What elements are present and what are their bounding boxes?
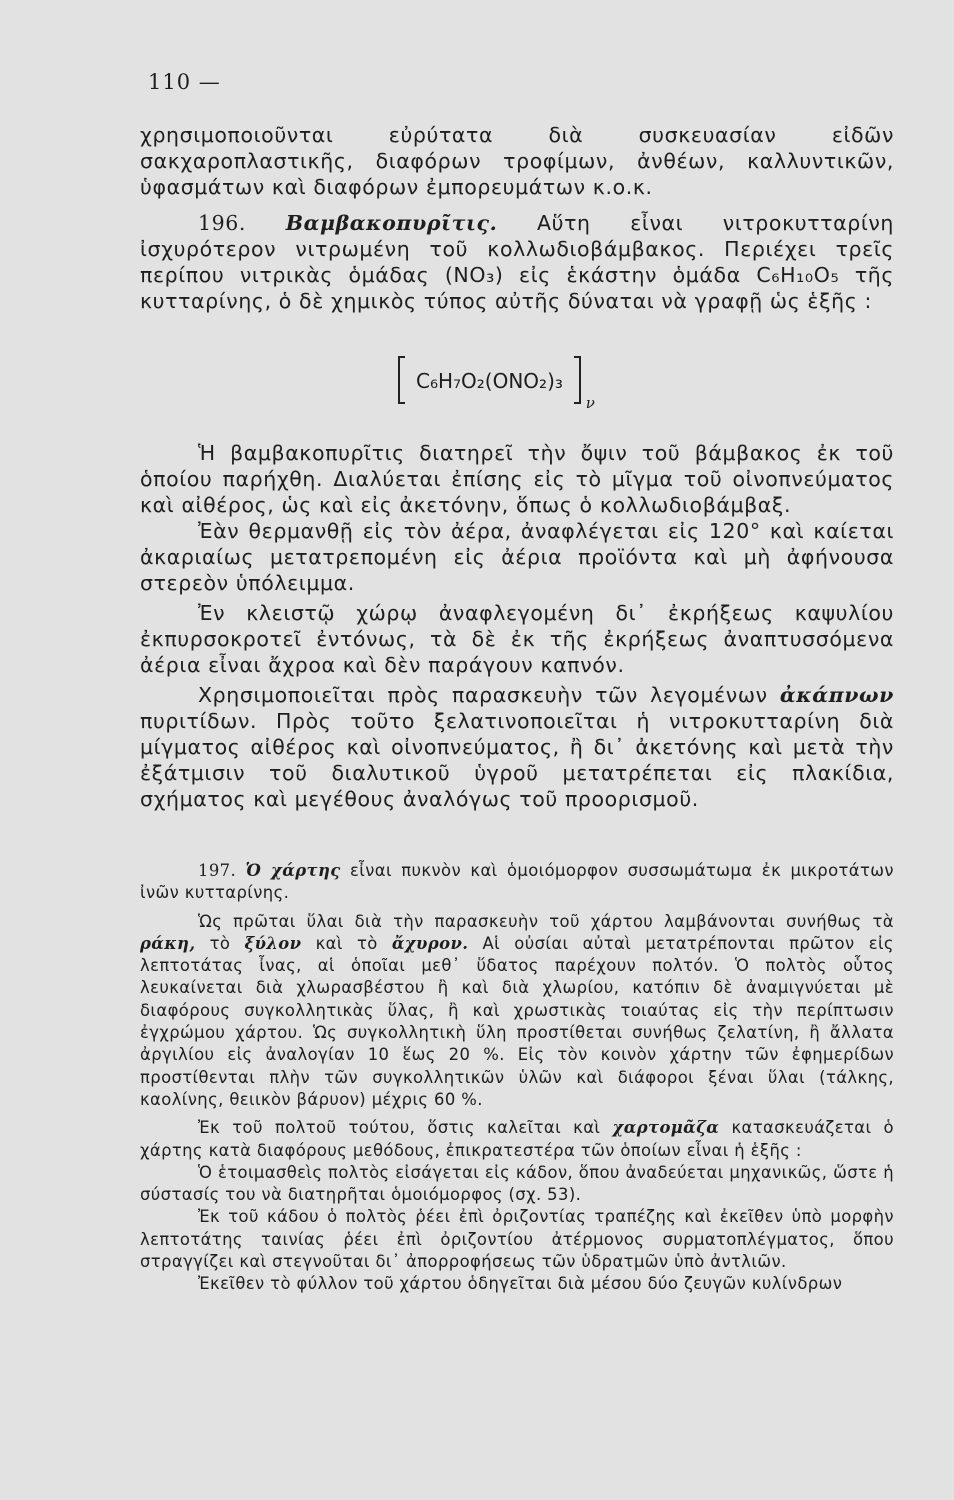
section-title: Βαμβακοπυρῖτις.: [285, 211, 498, 235]
paragraph: Ἐὰν θερμανθῇ εἰς τὸν ἀέρα, ἀναφλέγεται εἰς 120° καὶ καίεται ἀκαριαίως μετατρεπομένη εἰς ἀέρια προϊόντα καὶ μὴ ἀφήνουσα στερεὸν ὑπόλειμμα.: [140, 519, 894, 595]
top-paragraph: χρησιμοποιοῦνται εὐρύτατα διὰ συσκευασίαν εἰδῶν σακχαροπλαστικῆς, διαφόρων τροφίμων, ἀνθέων, καλλυντικῶν, ὑφασμάτων καὶ διαφόρων ἐμπορευμάτων κ.ο.κ.: [140, 123, 894, 199]
section-intro-text: Αὕτη εἶναι νιτροκυτταρίνη ἰσχυρότερον νιτρωμένη τοῦ κολλωδιοβάμβακος. Περιέχει τρεῖς περίπου νιτρικὰς ὁμάδας (NO₃) εἰς ἑκάστην ὁμάδα C₆H₁₀O₅ τῆς κυτταρίνης, ὁ δὲ χημικὸς τύπος αὐτῆς δύναται νὰ γραφῇ ὡς ἑξῆς :: [140, 211, 894, 313]
section-197: [140, 860, 894, 1296]
paragraph: Ἡ βαμβακοπυρῖτις διατηρεῖ τὴν ὄψιν τοῦ βάμβακος ἐκ τοῦ ὁποίου παρήχθη. Διαλύεται ἐπίσης εἰς τὸ μῖγμα τοῦ οἰνοπνεύματος καὶ αἰθέρος, ὡς καὶ εἰς ἀκετόνην, ὅπως ὁ κολλωδιοβάμβαξ.: [140, 441, 894, 517]
paragraph: Χρησιμοποιεῖται πρὸς παρασκευὴν τῶν λεγομένων ἀκάπνων πυριτίδων. Πρὸς τοῦτο ξελατινοποιεῖται ἡ νιτροκυτταρίνη διὰ μίγματος αἰθέρος καὶ οἰνοπνεύματος, ἢ δι᾿ ἀκετόνης καὶ μετὰ τὴν ἐξάτμισιν τοῦ διαλυτικοῦ ὑγροῦ μετατρέπεται εἰς πλακίδια, σχήματος καὶ μεγέθους ἀναλόγως τοῦ προορισμοῦ.: [140, 683, 894, 811]
chemical-formula: [398, 356, 595, 412]
page-number: 110 —: [148, 70, 221, 94]
paragraph: Ὡς πρῶται ὕλαι διὰ τὴν παρασκευὴν τοῦ χάρτου λαμβάνονται συνήθως τὰ ράκη, τὸ ξύλον καὶ τὸ ἄχυρον. Αἱ οὐσίαι αὐταὶ μετατρέπονται πρῶτον εἰς λεπτοτάτας ἶνας, αἱ ὁποῖαι μεθ᾿ ὕδατος παρέχουν πολτόν. Ὁ πολτὸς οὗτος λευκαίνεται διὰ χλωρασβέστου ἢ καὶ διὰ χλωρίου, κατόπιν δὲ ἀναμιγνύεται μὲ διαφόρους συγκολλητικὰς ὕλας, ἢ καὶ χρωστικὰς τοιαύτας εἰς τὴν περίπτωσιν ἐγχρώμου χάρτου. Ὡς συγκολλητικὴ ὕλη προστίθεται συνήθως ζελατίνη, ἢ ἄλλατα ἀργιλίου εἰς ἀναλογίαν 10 ἕως 20 %. Εἰς τὸν κοινὸν χάρτην τῶν ἐφημερίδων προστίθενται πλὴν τῶν συγκολλητικῶν ὑλῶν καὶ διάφοροι ξέναι ὕλαι (τάλκης, καολίνης, θειικὸν βάρυον) μέχρις 60 %.: [140, 911, 894, 1109]
paragraph: Ἐκ τοῦ κάδου ὁ πολτὸς ῥέει ἐπὶ ὀριζοντίας τραπέζης καὶ ἐκεῖθεν ὑπὸ μορφὴν λεπτοτάτης ταινίας ῥέει ἐπὶ ὀριζοντίου ἀτέρμονος συρματοπλέγματος, ὅπου στραγγίζει καὶ στεγνοῦται δι᾿ ἀπορροφήσεως τῶν ὑδρατμῶν ὑπὸ ἀντλιῶν.: [140, 1207, 894, 1272]
section-number: 197.: [198, 861, 237, 880]
formula-subscript: ν: [585, 394, 595, 412]
section-number: 196.: [198, 211, 247, 235]
paragraph: Ὁ ἑτοιμασθεὶς πολτὸς εἰσάγεται εἰς κάδον, ὅπου ἀναδεύεται μηχανικῶς, ὥστε ἡ σύστασίς του νὰ διατηρῆται ὁμοιόμορφος (σχ. 53).: [140, 1162, 894, 1205]
right-bracket: [574, 356, 581, 404]
section-196-body: [140, 440, 894, 812]
formula-text: C₆H₇O₂(ONO₂)₃: [416, 369, 563, 393]
paragraph: Ἐν κλειστῷ χώρῳ ἀναφλεγομένη δι᾿ ἐκρήξεως καψυλίου ἐκπυρσοκροτεῖ ἐντόνως, τὰ δὲ ἐκ τῆς ἐκρήξεως ἀναπτυσσόμενα ἀέρια εἶναι ἄχροα καὶ δὲν παράγουν καπνόν.: [140, 601, 894, 677]
section-title: Ὁ χάρτης: [245, 861, 341, 880]
section-196-intro: [140, 210, 894, 314]
paragraph: Ἐκ τοῦ πολτοῦ τούτου, ὅστις καλεῖται καὶ χαρτομᾶζα κατασκευάζεται ὁ χάρτης κατὰ διαφόρους μεθόδους, ἐπικρατεστέρα τῶν ὁποίων εἶναι ἡ ἑξῆς :: [140, 1118, 894, 1160]
left-bracket: [398, 356, 405, 404]
section-197-intro: 197. Ὁ χάρτης εἶναι πυκνὸν καὶ ὁμοιόμορφον συσσωμάτωμα ἐκ μικροτάτων ἰνῶν κυτταρίνης.: [140, 861, 894, 903]
paragraph: Ἐκεῖθεν τὸ φύλλον τοῦ χάρτου ὁδηγεῖται διὰ μέσου δύο ζευγῶν κυλίνδρων: [198, 1274, 843, 1294]
